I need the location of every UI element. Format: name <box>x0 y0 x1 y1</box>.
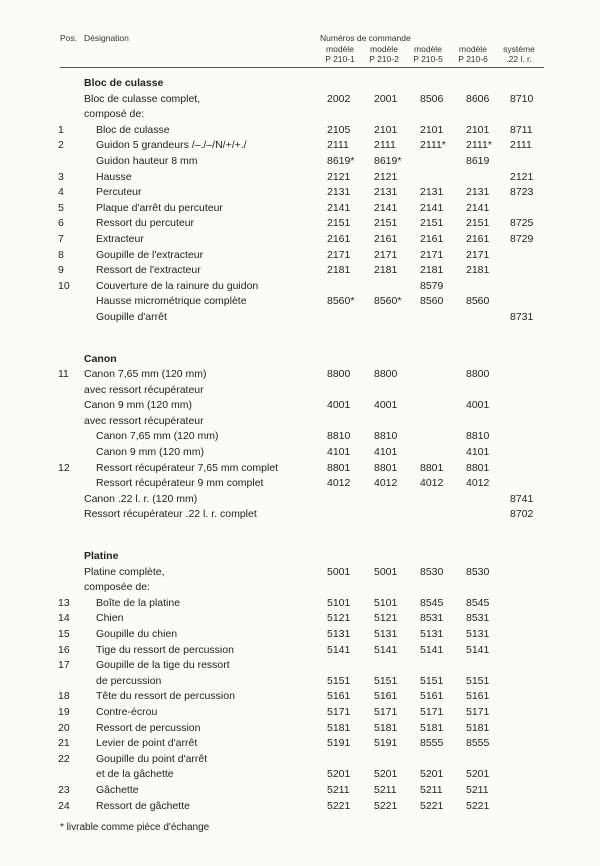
table-row <box>0 310 600 326</box>
table-row <box>0 216 600 232</box>
table-row <box>0 461 600 477</box>
order-number-col-1: 2171 <box>327 248 351 261</box>
order-number-col-3: 8555 <box>420 737 444 750</box>
position-number: 5 <box>58 201 64 214</box>
order-number-col-1: 4001 <box>327 399 351 412</box>
position-number: 15 <box>58 628 70 640</box>
table-row <box>0 232 600 248</box>
order-number-col-2: 2101 <box>374 123 398 136</box>
order-number-col-2: 2131 <box>374 186 398 199</box>
order-number-col-4: 2151 <box>466 217 490 230</box>
order-number-col-4: 4012 <box>466 477 490 490</box>
order-number-col-4: 2141 <box>466 201 490 214</box>
order-number-col-2: 8560* <box>374 295 402 308</box>
position-number: 14 <box>58 612 70 625</box>
order-number-col-3: 5161 <box>420 690 444 703</box>
table-row <box>0 565 600 581</box>
order-number-col-1: 5191 <box>327 737 351 750</box>
header-column-label: modèle <box>414 44 442 54</box>
table-row <box>0 627 600 643</box>
position-number: 10 <box>58 279 70 292</box>
table-row <box>0 721 600 737</box>
order-number-col-4: 4001 <box>466 399 490 412</box>
order-number-col-4: 5171 <box>466 705 490 718</box>
part-designation: Ressort récupérateur 7,65 mm complet <box>96 461 279 474</box>
table-row <box>0 92 600 108</box>
table-row <box>0 263 600 279</box>
header-column-label: modèle <box>370 44 398 54</box>
header-designation: Désignation <box>84 33 129 43</box>
order-number-col-4: 8800 <box>466 368 490 381</box>
order-number-col-3: 8579 <box>420 279 444 292</box>
order-number-col-1: 2121 <box>327 170 351 183</box>
order-number-col-5: 8731 <box>510 310 534 323</box>
position-number: 22 <box>58 752 70 765</box>
part-designation: Gâchette <box>96 783 139 796</box>
order-number-col-1: 5171 <box>327 705 351 718</box>
order-number-col-2: 8800 <box>374 368 398 381</box>
part-designation: Goupille de la tige du ressort <box>96 659 230 672</box>
position-number: 18 <box>58 690 70 703</box>
order-number-col-1: 8560* <box>327 295 355 308</box>
position-number: 6 <box>58 217 64 230</box>
table-row <box>0 705 600 721</box>
order-number-col-4: 5141 <box>466 643 490 656</box>
order-number-col-1: 2181 <box>327 264 351 277</box>
order-number-col-4: 5211 <box>466 783 489 796</box>
order-number-col-2: 5141 <box>374 643 398 656</box>
order-number-col-1: 5211 <box>327 783 350 796</box>
position-number: 9 <box>58 264 64 277</box>
part-designation: Boîte de la platine <box>96 596 181 609</box>
order-number-col-1: 2111 <box>327 139 349 152</box>
order-number-col-4: 2111* <box>466 139 492 152</box>
header-column-model: P 210-5 <box>413 54 443 64</box>
order-number-col-2: 8619* <box>374 154 402 167</box>
table-row <box>0 279 600 295</box>
order-number-col-3: 8545 <box>420 596 444 609</box>
table-row <box>0 689 600 705</box>
table-row <box>0 674 600 690</box>
order-number-col-2: 2181 <box>374 264 398 277</box>
header-order-numbers: Numéros de commande <box>320 33 411 43</box>
order-number-col-1: 5181 <box>327 721 351 734</box>
order-number-col-5: 8711 <box>510 123 533 136</box>
order-number-col-4: 5131 <box>466 628 490 640</box>
section-spacer <box>0 523 600 549</box>
part-designation: Goupille du point d'arrêt <box>96 752 208 765</box>
header-column-2 <box>362 44 406 64</box>
order-number-col-2: 5201 <box>374 768 398 781</box>
table-row <box>0 414 600 430</box>
order-number-col-5: 8741 <box>510 492 534 505</box>
order-number-col-1: 5161 <box>327 690 351 703</box>
table-row <box>0 154 600 170</box>
part-designation: composé de: <box>84 108 145 121</box>
order-number-col-1: 2151 <box>327 217 351 230</box>
position-number: 23 <box>58 783 70 796</box>
table-row <box>0 752 600 768</box>
part-designation: et de la gâchette <box>96 768 174 781</box>
order-number-col-1: 5221 <box>327 799 351 812</box>
order-number-col-5: 8702 <box>510 508 534 521</box>
position-number: 24 <box>58 799 70 812</box>
order-number-col-1: 8801 <box>327 461 351 474</box>
header-rule <box>60 67 544 68</box>
table-row <box>0 398 600 414</box>
part-designation: Tige du ressort de percussion <box>96 643 234 656</box>
order-number-col-4: 8555 <box>466 737 490 750</box>
position-number: 16 <box>58 643 70 656</box>
order-number-col-2: 2161 <box>374 232 398 245</box>
table-row <box>0 507 600 523</box>
part-designation: Extracteur <box>96 232 144 245</box>
parts-table <box>0 76 600 814</box>
order-number-col-2: 5001 <box>374 565 398 578</box>
part-designation: Goupille de l'extracteur <box>96 248 204 261</box>
table-row <box>0 492 600 508</box>
order-number-col-4: 8619 <box>466 154 490 167</box>
part-designation: Ressort de l'extracteur <box>96 264 201 277</box>
header-column-model: .22 l. r. <box>506 54 532 64</box>
order-number-col-3: 2181 <box>420 264 444 277</box>
table-row <box>0 658 600 674</box>
table-row <box>0 294 600 310</box>
section-title: Bloc de culasse <box>84 77 164 89</box>
order-number-col-4: 8810 <box>466 430 490 443</box>
position-number: 3 <box>58 170 64 183</box>
order-number-col-1: 8619* <box>327 154 355 167</box>
position-number: 2 <box>58 139 64 152</box>
order-number-col-3: 8801 <box>420 461 444 474</box>
order-number-col-4: 2161 <box>466 232 490 245</box>
order-number-col-1: 5141 <box>327 643 351 656</box>
position-number: 21 <box>58 737 70 750</box>
section-title: Platine <box>84 550 119 563</box>
order-number-col-2: 2151 <box>374 217 398 230</box>
order-number-col-2: 5151 <box>374 674 398 687</box>
section-title: Canon <box>84 352 117 365</box>
header-column-3 <box>406 44 450 64</box>
header-column-model: P 210-6 <box>458 54 488 64</box>
order-number-col-3: 5131 <box>420 628 444 640</box>
order-number-col-1: 5121 <box>327 612 351 625</box>
position-number: 19 <box>58 705 70 718</box>
order-number-col-4: 4101 <box>466 446 490 459</box>
table-row <box>0 138 600 154</box>
order-number-col-4: 5181 <box>466 721 490 734</box>
part-designation: Chien <box>96 612 124 625</box>
order-number-col-3: 5211 <box>420 783 443 796</box>
table-row <box>0 767 600 783</box>
table-row <box>0 476 600 492</box>
part-designation: Bloc de culasse complet, <box>84 92 201 105</box>
order-number-col-3: 2171 <box>420 248 444 261</box>
part-designation: Tête du ressort de percussion <box>96 690 235 703</box>
order-number-col-2: 5181 <box>374 721 398 734</box>
position-number: 12 <box>58 461 70 474</box>
table-row <box>0 799 600 815</box>
table-row <box>0 185 600 201</box>
part-designation: Bloc de culasse <box>96 123 170 136</box>
table-row <box>0 611 600 627</box>
section-heading-row <box>0 352 600 368</box>
header-column-label: modèle <box>326 44 354 54</box>
part-designation: Percuteur <box>96 186 142 199</box>
part-designation: Couverture de la rainure du guidon <box>96 279 259 292</box>
header-column-5 <box>497 44 541 64</box>
part-designation: avec ressort récupérateur <box>84 414 204 427</box>
order-number-col-1: 4101 <box>327 446 351 459</box>
position-number: 11 <box>58 368 69 381</box>
order-number-col-1: 2105 <box>327 123 351 136</box>
table-row <box>0 445 600 461</box>
order-number-col-1: 5131 <box>327 628 351 640</box>
order-number-col-2: 5161 <box>374 690 398 703</box>
order-number-col-3: 2151 <box>420 217 444 230</box>
order-number-col-3: 5141 <box>420 643 444 656</box>
order-number-col-5: 8725 <box>510 217 534 230</box>
part-designation: Canon 9 mm (120 mm) <box>84 399 192 412</box>
table-row <box>0 736 600 752</box>
order-number-col-3: 2131 <box>420 186 444 199</box>
table-row <box>0 783 600 799</box>
order-number-col-1: 8800 <box>327 368 351 381</box>
section-heading-row <box>0 549 600 565</box>
table-row <box>0 429 600 445</box>
part-designation: Ressort récupérateur .22 l. r. complet <box>84 508 257 521</box>
table-row <box>0 367 600 383</box>
part-designation: Goupille du chien <box>96 628 178 640</box>
part-designation: Ressort récupérateur 9 mm complet <box>96 477 264 490</box>
order-number-col-2: 5221 <box>374 799 398 812</box>
order-number-col-4: 2101 <box>466 123 490 136</box>
order-number-col-5: 8729 <box>510 232 534 245</box>
part-designation: Ressort de gâchette <box>96 799 190 812</box>
order-number-col-5: 8723 <box>510 186 534 199</box>
order-number-col-3: 2141 <box>420 201 444 214</box>
order-number-col-1: 8810 <box>327 430 351 443</box>
order-number-col-3: 5171 <box>420 705 444 718</box>
part-designation: avec ressort récupérateur <box>84 383 204 396</box>
order-number-col-4: 5221 <box>466 799 490 812</box>
order-number-col-3: 4012 <box>420 477 444 490</box>
order-number-col-2: 5101 <box>374 596 398 609</box>
table-row <box>0 248 600 264</box>
order-number-col-4: 8801 <box>466 461 490 474</box>
order-number-col-4: 8531 <box>466 612 490 625</box>
order-number-col-2: 4101 <box>374 446 398 459</box>
order-number-col-2: 8810 <box>374 430 398 443</box>
position-number: 7 <box>58 232 64 245</box>
position-number: 1 <box>58 123 64 136</box>
position-number: 4 <box>58 186 64 199</box>
footnote: * livrable comme pièce d'échange <box>60 822 210 833</box>
order-number-col-3: 5181 <box>420 721 444 734</box>
order-number-col-4: 8560 <box>466 295 490 308</box>
order-number-col-4: 2171 <box>466 248 490 261</box>
part-designation: Canon .22 l. r. (120 mm) <box>84 492 198 505</box>
part-designation: composée de: <box>84 581 150 594</box>
order-number-col-4: 2181 <box>466 264 490 277</box>
part-designation: Guidon hauteur 8 mm <box>96 154 198 167</box>
table-row <box>0 580 600 596</box>
order-number-col-2: 5131 <box>374 628 398 640</box>
order-number-col-2: 2001 <box>374 92 398 105</box>
part-designation: Canon 7,65 mm (120 mm) <box>84 368 207 381</box>
order-number-col-4: 8606 <box>466 92 490 105</box>
order-number-col-5: 8710 <box>510 92 534 105</box>
position-number: 13 <box>58 596 70 609</box>
order-number-col-2: 8801 <box>374 461 398 474</box>
table-row <box>0 596 600 612</box>
table-row <box>0 383 600 399</box>
order-number-col-2: 2121 <box>374 170 398 183</box>
part-designation: Goupille d'arrêt <box>96 310 167 323</box>
order-number-col-3: 2101 <box>420 123 444 136</box>
part-designation: Ressort de percussion <box>96 721 201 734</box>
order-number-col-4: 8530 <box>466 565 490 578</box>
position-number: 20 <box>58 721 70 734</box>
order-number-col-1: 5151 <box>327 674 351 687</box>
header-column-1 <box>318 44 362 64</box>
order-number-col-5: 2121 <box>510 170 534 183</box>
order-number-col-2: 4001 <box>374 399 398 412</box>
part-designation: Hausse <box>96 170 132 183</box>
part-designation: Canon 7,65 mm (120 mm) <box>96 430 219 443</box>
order-number-col-3: 8560 <box>420 295 444 308</box>
part-designation: Guidon 5 grandeurs /–./–/N/+/+./ <box>96 139 247 152</box>
header-column-model: P 210-2 <box>369 54 399 64</box>
order-number-col-4: 5161 <box>466 690 490 703</box>
order-number-col-1: 2131 <box>327 186 351 199</box>
order-number-col-2: 2171 <box>374 248 398 261</box>
order-number-col-1: 5101 <box>327 596 351 609</box>
part-designation: Contre-écrou <box>96 705 158 718</box>
part-designation: Levier de point d'arrêt <box>96 737 198 750</box>
section-heading-row <box>0 76 600 92</box>
order-number-col-1: 4012 <box>327 477 351 490</box>
table-row <box>0 201 600 217</box>
order-number-col-2: 5121 <box>374 612 398 625</box>
order-number-col-4: 5151 <box>466 674 490 687</box>
order-number-col-3: 8530 <box>420 565 444 578</box>
order-number-col-1: 2161 <box>327 232 351 245</box>
header-pos: Pos. <box>60 33 78 43</box>
part-designation: de percussion <box>96 674 162 687</box>
position-number: 8 <box>58 248 64 261</box>
part-designation: Canon 9 mm (120 mm) <box>96 446 204 459</box>
position-number: 17 <box>58 659 70 672</box>
order-number-col-3: 8531 <box>420 612 444 625</box>
order-number-col-2: 5171 <box>374 705 398 718</box>
part-designation: Ressort du percuteur <box>96 217 195 230</box>
table-row <box>0 123 600 139</box>
part-designation: Hausse micrométrique complète <box>96 295 247 308</box>
order-number-col-1: 5201 <box>327 768 351 781</box>
order-number-col-4: 2131 <box>466 186 490 199</box>
order-number-col-3: 2111* <box>420 139 446 152</box>
order-number-col-2: 5191 <box>374 737 398 750</box>
order-number-col-2: 5211 <box>374 783 397 796</box>
order-number-col-3: 5221 <box>420 799 444 812</box>
order-number-col-3: 8506 <box>420 92 444 105</box>
table-row <box>0 170 600 186</box>
table-row <box>0 107 600 123</box>
order-number-col-4: 8545 <box>466 596 490 609</box>
header-column-label: modèle <box>459 44 487 54</box>
header-column-label: système <box>503 44 535 54</box>
order-number-col-3: 5201 <box>420 768 444 781</box>
order-number-col-1: 2141 <box>327 201 351 214</box>
order-number-col-2: 4012 <box>374 477 398 490</box>
table-row <box>0 643 600 659</box>
order-number-col-3: 2161 <box>420 232 444 245</box>
header-column-model: P 210-1 <box>325 54 355 64</box>
order-number-col-2: 2111 <box>374 139 396 152</box>
order-number-col-5: 2111 <box>510 139 532 152</box>
order-number-col-4: 5201 <box>466 768 490 781</box>
order-number-col-1: 2002 <box>327 92 351 105</box>
part-designation: Plaque d'arrêt du percuteur <box>96 201 223 214</box>
order-number-col-3: 5151 <box>420 674 444 687</box>
order-number-col-2: 2141 <box>374 201 398 214</box>
section-spacer <box>0 326 600 352</box>
order-number-col-1: 5001 <box>327 565 351 578</box>
header-column-4 <box>451 44 495 64</box>
part-designation: Platine complète, <box>84 565 165 578</box>
